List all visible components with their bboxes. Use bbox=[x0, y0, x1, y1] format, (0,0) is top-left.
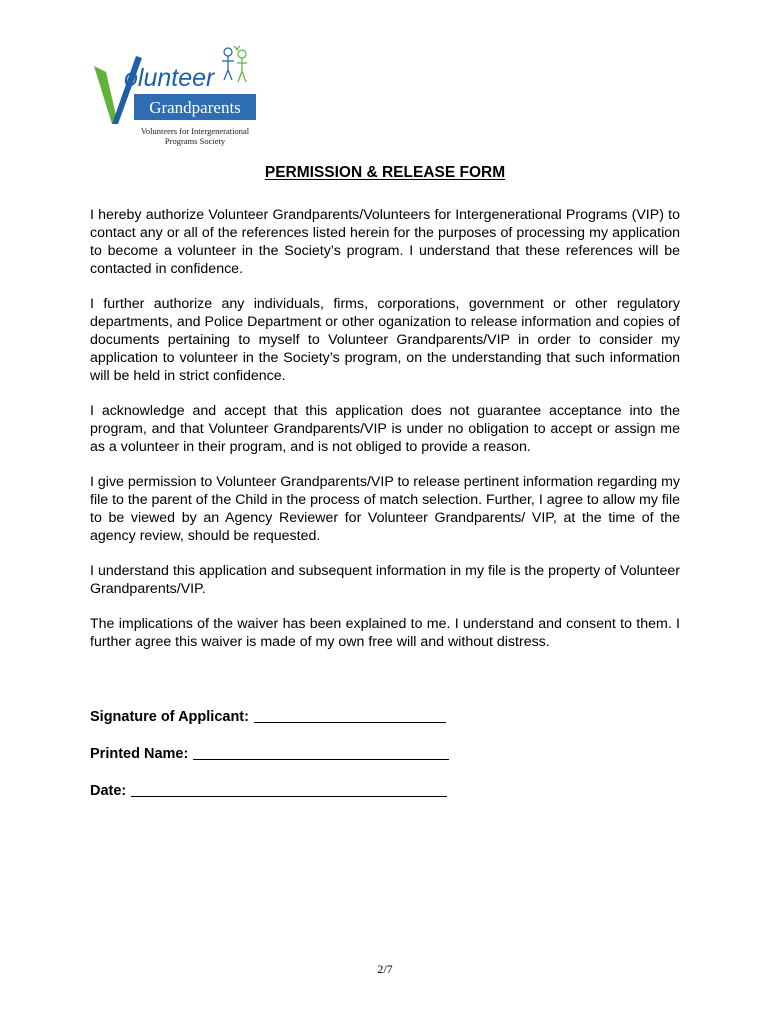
paragraph-waiver: The implications of the waiver has been explained to me. I understand and consent to them. I further agree this waiver is made of my own free will and without distress. bbox=[90, 616, 680, 650]
signature-field[interactable] bbox=[254, 707, 446, 723]
paragraph-authorize-release: I further authorize any individuals, firms, corporations, government or other regulatory departments, and Police Department or other oganization to release information and copies of documents pertaining to myself to Volunteer Grandparents/VIP in order to consider my application to volunteer in the Society’s program, on the understanding that such information will be held in strict confidence. bbox=[90, 296, 680, 384]
printed-name-row bbox=[90, 725, 490, 762]
paragraph-acknowledge: I acknowledge and accept that this application does not guarantee acceptance into the program, and that Volunteer Grandparents/VIP is under no obligation to accept or assign me as a volunteer in their program, and is not obliged to provide a reason. bbox=[90, 403, 680, 455]
logo-subtitle-line2: Programs Society bbox=[164, 136, 226, 146]
logo-banner-text: Grandparents bbox=[149, 98, 241, 117]
printed-name-label: Printed Name: bbox=[90, 746, 189, 762]
printed-name-field[interactable] bbox=[193, 744, 449, 760]
organization-logo bbox=[90, 44, 260, 148]
logo-word: olunteer bbox=[124, 64, 215, 92]
date-row bbox=[90, 762, 490, 799]
signature-row bbox=[90, 688, 490, 725]
paragraph-permission: I give permission to Volunteer Grandparents/VIP to release pertinent information regarding my file to the parent of the Child in the process of match selection. Further, I agree to allow my file to be viewed by an Agency Reviewer for Volunteer Grandparents/ VIP, at the time of the agency review, should be requested. bbox=[90, 474, 680, 544]
logo-figures-icon bbox=[222, 46, 247, 82]
logo-subtitle-line1: Volunteers for Intergenerational bbox=[140, 126, 250, 136]
date-label: Date: bbox=[90, 783, 127, 799]
page-number: 2/7 bbox=[377, 962, 393, 976]
logo-subtitle bbox=[134, 126, 256, 146]
signature-label: Signature of Applicant: bbox=[90, 709, 249, 725]
paragraph-authorize-references: I hereby authorize Volunteer Grandparents/Volunteers for Intergenerational Programs (VIP) to contact any or all of the references listed herein for the purposes of processing my application to become a volunteer in the Society’s program. I understand that these references will be contacted in confidence. bbox=[90, 207, 680, 277]
logo-v-left bbox=[94, 66, 118, 124]
form-title: PERMISSION & RELEASE FORM bbox=[264, 164, 506, 181]
date-field[interactable] bbox=[131, 781, 447, 797]
paragraph-property: I understand this application and subsequent information in my file is the property of Volunteer Grandparents/VIP. bbox=[90, 563, 680, 597]
signature-block bbox=[90, 688, 490, 799]
form-body bbox=[90, 206, 680, 668]
